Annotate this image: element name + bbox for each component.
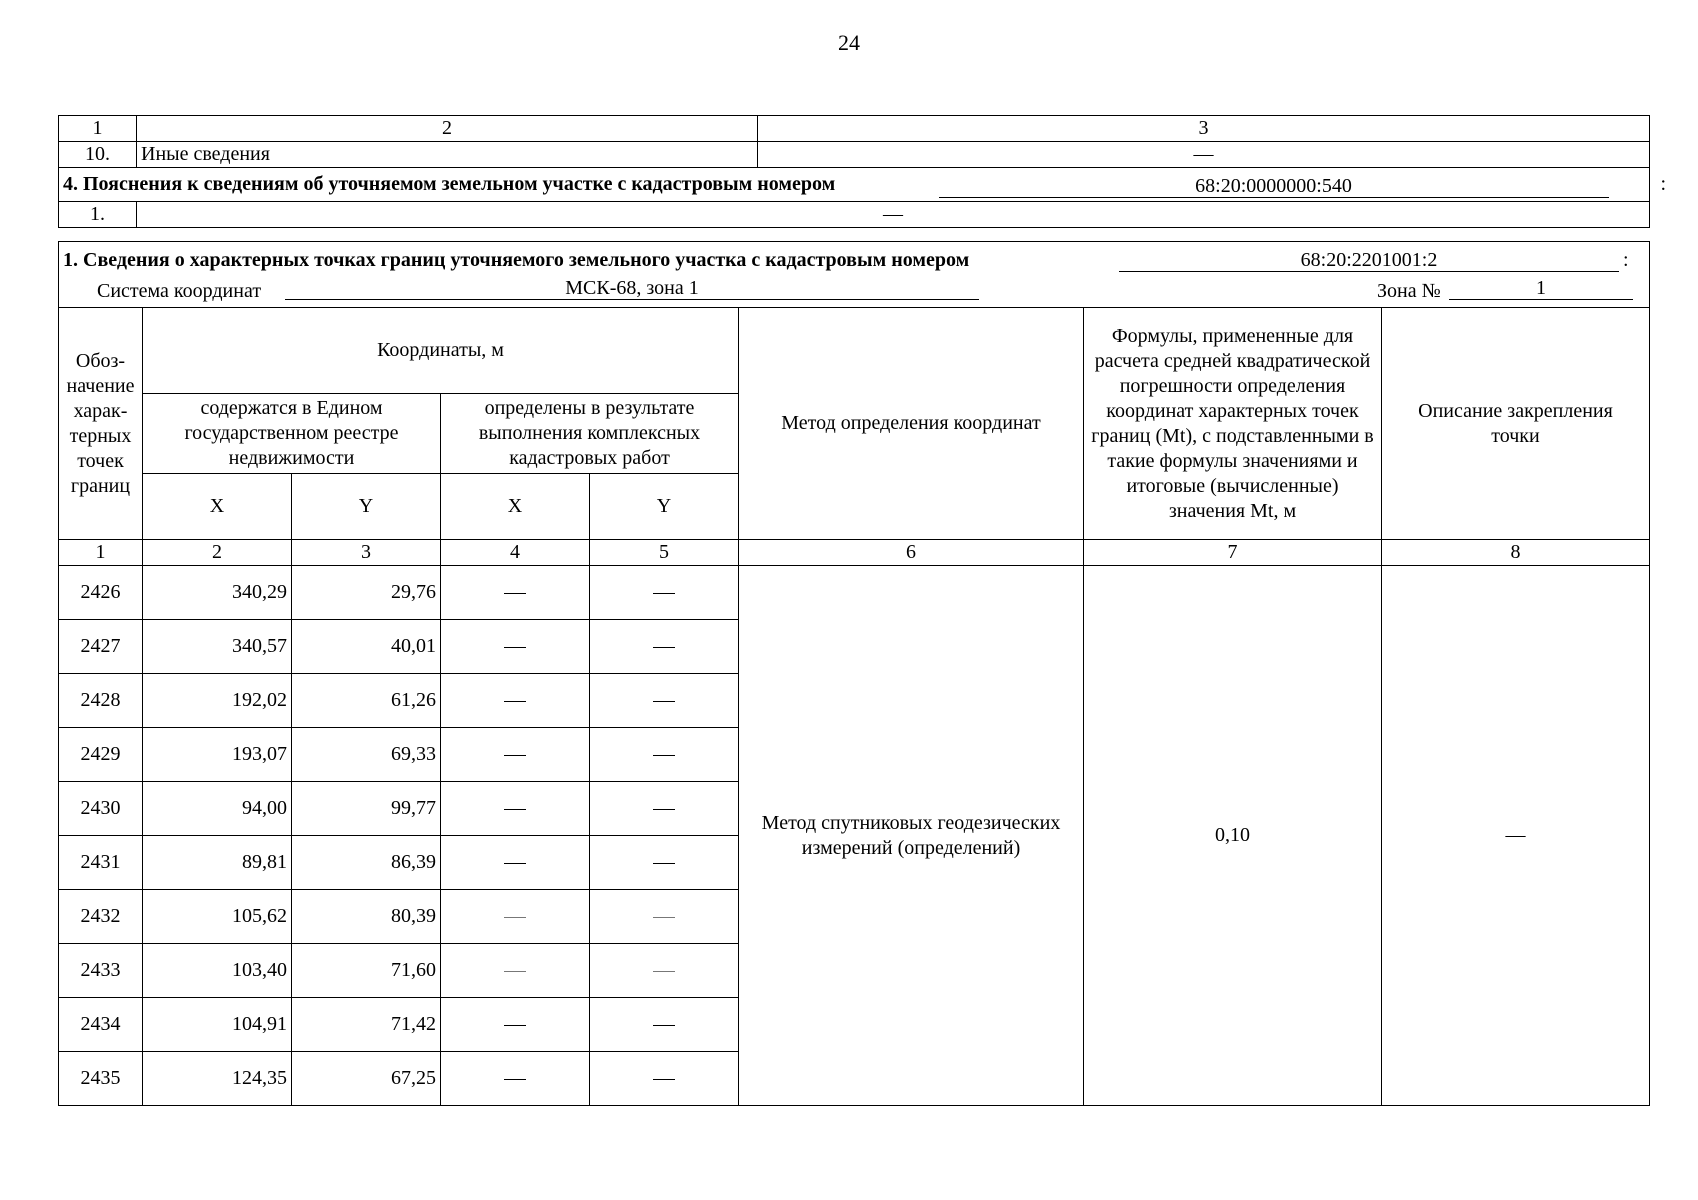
top-col-3: 3: [758, 116, 1650, 142]
dash-mark: [653, 971, 675, 973]
section1-header: [59, 242, 1650, 308]
complex-x-empty: [441, 782, 590, 836]
description-value: —: [1382, 566, 1650, 1106]
dash-mark: [504, 647, 526, 649]
col-formulas-header: Формулы, примененные для расчета средней квадратической погрешности определения координат характерных точек границ (Mt), с подставленными в такие формулы значениями и итоговые (вычисленные) значения Mt, м: [1084, 308, 1382, 540]
section4-item-value: —: [137, 202, 1650, 228]
top-header-row: [59, 116, 1650, 142]
section4-item-row: [59, 202, 1650, 228]
point-id: 2433: [59, 944, 143, 998]
col-number: 4: [441, 540, 590, 566]
complex-y-empty: [590, 566, 739, 620]
complex-x-empty: [441, 836, 590, 890]
complex-y-empty: [590, 836, 739, 890]
complex-y-empty: [590, 944, 739, 998]
columns-header-row-1: [59, 308, 1650, 394]
complex-x-empty: [441, 998, 590, 1052]
zone-value: 1: [1449, 277, 1633, 300]
other-info-row: [59, 142, 1650, 168]
complex-y-empty: [590, 728, 739, 782]
dash-mark: [653, 755, 675, 757]
col-method-header: Метод определения координат: [739, 308, 1084, 540]
complex-y-empty: [590, 674, 739, 728]
point-id: 2428: [59, 674, 143, 728]
col-number: 7: [1084, 540, 1382, 566]
section4-row: [59, 168, 1650, 202]
complex-x-empty: [441, 890, 590, 944]
point-y: 61,26: [292, 674, 441, 728]
complex-x-empty: [441, 1052, 590, 1106]
col-number: 5: [590, 540, 739, 566]
col-complex-header: определены в результате выполнения комплексных кадастровых работ: [441, 394, 739, 474]
col-egrn-y: Y: [292, 474, 441, 540]
dash-mark: [653, 863, 675, 865]
top-table: [58, 115, 1667, 228]
section4-cadastral: 68:20:0000000:540: [939, 175, 1609, 198]
complex-x-empty: [441, 566, 590, 620]
point-x: 103,40: [143, 944, 292, 998]
col-designation-header: [59, 308, 143, 540]
col-number: 8: [1382, 540, 1650, 566]
dash-mark: [504, 863, 526, 865]
point-x: 124,35: [143, 1052, 292, 1106]
coord-system-label: Система координат: [97, 280, 262, 302]
point-x: 340,57: [143, 620, 292, 674]
dash-mark: [504, 917, 526, 919]
point-x: 89,81: [143, 836, 292, 890]
dash-mark: [653, 593, 675, 595]
point-x: 192,02: [143, 674, 292, 728]
col-number: 2: [143, 540, 292, 566]
point-y: 67,25: [292, 1052, 441, 1106]
section4-title: 4. Пояснения к сведениям об уточняемом земельном участке с кадастровым номером: [63, 173, 836, 195]
col-egrn-header: содержатся в Едином государственном реестре недвижимости: [143, 394, 441, 474]
dash-mark: [653, 1025, 675, 1027]
point-id: 2431: [59, 836, 143, 890]
section4-cell: 4. Пояснения к сведениям об уточняемом земельном участке с кадастровым номером 68:20:0000000:540 :: [59, 168, 1650, 202]
point-y: 80,39: [292, 890, 441, 944]
col-number: 3: [292, 540, 441, 566]
section1-cadastral: 68:20:2201001:2: [1119, 249, 1619, 272]
dash-mark: [504, 701, 526, 703]
complex-y-empty: [590, 998, 739, 1052]
method-value: Метод спутниковых геодезических измерений (определений): [739, 566, 1084, 1106]
col-designation-label: Обоз-начение харак-терных точек границ: [66, 349, 135, 497]
dash-mark: [504, 809, 526, 811]
col-complex-y: Y: [590, 474, 739, 540]
complex-x-empty: [441, 620, 590, 674]
complex-y-empty: [590, 782, 739, 836]
other-info-label: Иные сведения: [137, 142, 758, 168]
point-x: 193,07: [143, 728, 292, 782]
complex-x-empty: [441, 674, 590, 728]
coord-system-value: МСК-68, зона 1: [285, 277, 979, 300]
point-x: 340,29: [143, 566, 292, 620]
dash-mark: [653, 701, 675, 703]
dash-mark: [504, 971, 526, 973]
dash-mark: [653, 647, 675, 649]
dash-mark: [653, 917, 675, 919]
col-description-header: Описание закрепления точки: [1382, 308, 1650, 540]
point-x: 94,00: [143, 782, 292, 836]
section1-header-row: [59, 242, 1650, 308]
col-number: 6: [739, 540, 1084, 566]
section4-item-num: 1.: [59, 202, 137, 228]
col-egrn-x: X: [143, 474, 292, 540]
point-id: 2434: [59, 998, 143, 1052]
point-y: 29,76: [292, 566, 441, 620]
mt-value: 0,10: [1084, 566, 1382, 1106]
points-table: [58, 241, 1650, 1106]
dash-mark: [504, 755, 526, 757]
col-complex-x: X: [441, 474, 590, 540]
point-x: 104,91: [143, 998, 292, 1052]
point-id: 2430: [59, 782, 143, 836]
point-y: 71,42: [292, 998, 441, 1052]
point-y: 99,77: [292, 782, 441, 836]
top-col-1: 1: [59, 116, 137, 142]
dash-mark: [504, 593, 526, 595]
top-col-2: 2: [137, 116, 758, 142]
point-id: 2429: [59, 728, 143, 782]
column-numbers-row: [59, 540, 1650, 566]
point-id: 2427: [59, 620, 143, 674]
section1-title: 1. Сведения о характерных точках границ уточняемого земельного участка с кадастровым номером: [63, 249, 970, 271]
page-number: 24: [838, 30, 860, 55]
other-info-num: 10.: [59, 142, 137, 168]
col-number: 1: [59, 540, 143, 566]
point-y: 40,01: [292, 620, 441, 674]
zone-label: Зона №: [1377, 280, 1441, 302]
dash-mark: [504, 1025, 526, 1027]
point-y: 69,33: [292, 728, 441, 782]
complex-x-empty: [441, 728, 590, 782]
section1-colon: :: [1623, 249, 1629, 271]
point-id: 2435: [59, 1052, 143, 1106]
dash-mark: [504, 1079, 526, 1081]
point-id: 2426: [59, 566, 143, 620]
point-y: 71,60: [292, 944, 441, 998]
complex-y-empty: [590, 890, 739, 944]
complex-x-empty: [441, 944, 590, 998]
table-row: [59, 566, 1650, 620]
point-x: 105,62: [143, 890, 292, 944]
col-coordinates-header: Координаты, м: [143, 308, 739, 394]
dash-mark: [653, 1079, 675, 1081]
other-info-value: —: [758, 142, 1650, 168]
point-y: 86,39: [292, 836, 441, 890]
dash-mark: [653, 809, 675, 811]
complex-y-empty: [590, 1052, 739, 1106]
complex-y-empty: [590, 620, 739, 674]
point-id: 2432: [59, 890, 143, 944]
